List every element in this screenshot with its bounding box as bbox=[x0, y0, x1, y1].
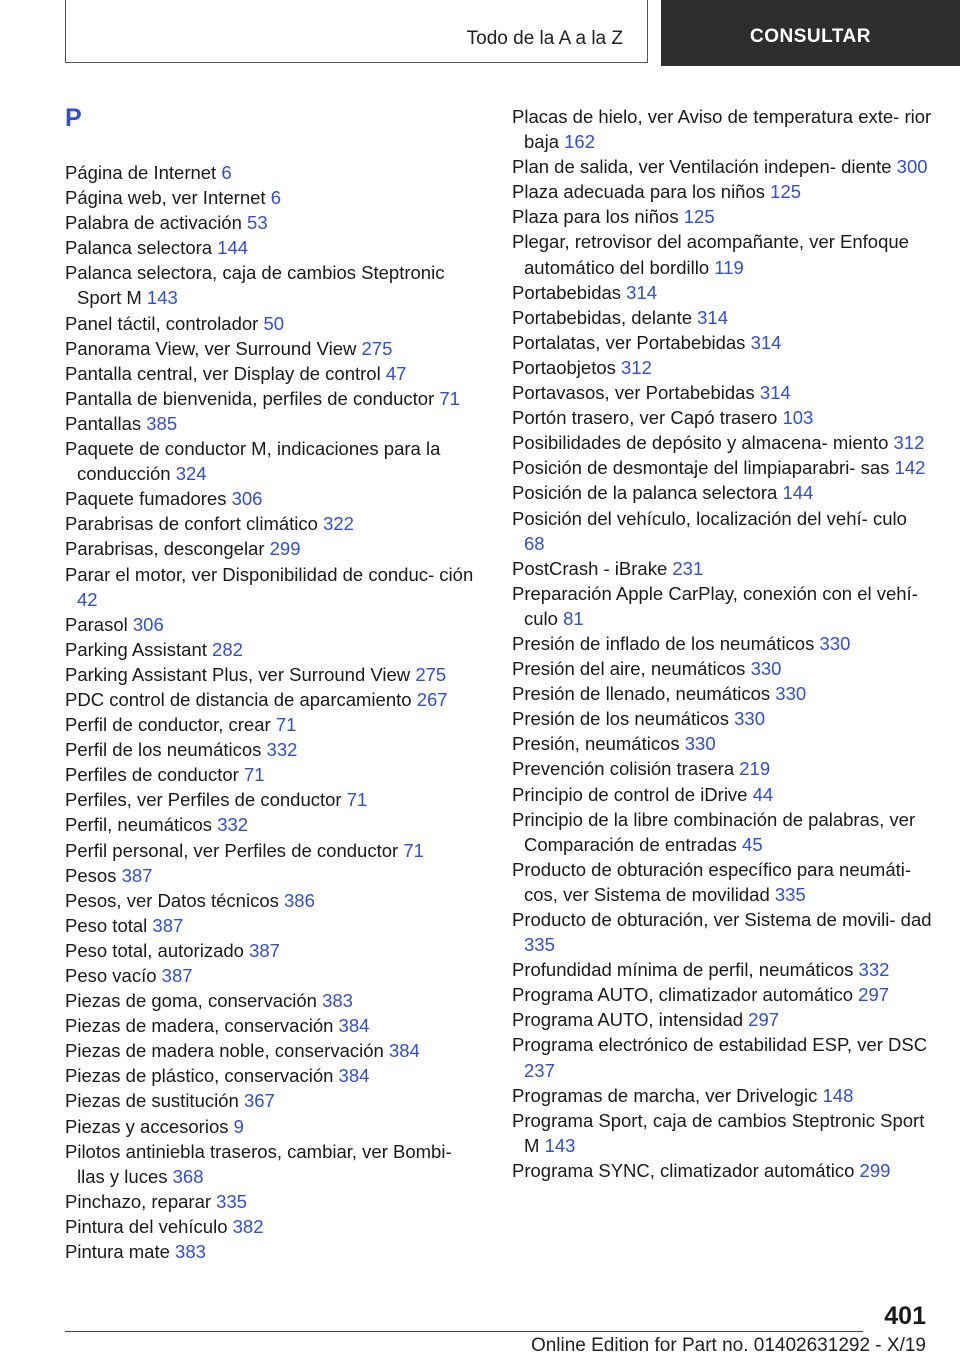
index-entry-text: PDC control de distancia de aparcamiento bbox=[65, 688, 412, 710]
index-entry bbox=[512, 631, 932, 656]
index-column-left bbox=[65, 160, 475, 1264]
index-entry-text: Placas de hielo, ver Aviso de temperatura exte‐ rior baja bbox=[512, 106, 932, 153]
index-entry-page-link[interactable]: 332 bbox=[217, 814, 249, 836]
index-entry bbox=[65, 386, 475, 411]
index-entry-page-link[interactable]: 219 bbox=[739, 758, 771, 780]
index-entry-page-link[interactable]: 282 bbox=[212, 638, 243, 660]
index-entry bbox=[65, 1063, 475, 1088]
index-entry-page-link[interactable]: 335 bbox=[774, 883, 806, 905]
index-entry-text: Presión del aire, neumáticos bbox=[512, 658, 746, 680]
index-entry bbox=[65, 361, 475, 386]
index-entry-text: Piezas y accesorios bbox=[65, 1115, 229, 1137]
index-entry-page-link[interactable]: 387 bbox=[152, 914, 184, 936]
index-entry-text: Programa AUTO, climatizador automático bbox=[512, 984, 854, 1006]
index-entry-page-link[interactable]: 144 bbox=[217, 237, 249, 259]
index-entry-text: Programas de marcha, ver Drivelogic bbox=[512, 1084, 818, 1106]
index-entry-page-link[interactable]: 314 bbox=[759, 382, 791, 404]
index-entry-text: Piezas de madera, conservación bbox=[65, 1015, 334, 1037]
index-entry-text: Plaza adecuada para los niños bbox=[512, 181, 766, 203]
index-entry-page-link[interactable]: 148 bbox=[822, 1084, 854, 1106]
index-entry-page-link[interactable]: 71 bbox=[346, 789, 368, 811]
index-entry bbox=[65, 812, 475, 837]
index-entry-text: Pinchazo, reparar bbox=[65, 1190, 212, 1212]
index-entry bbox=[512, 1108, 932, 1158]
footer-divider bbox=[65, 1331, 863, 1332]
index-entry-page-link[interactable]: 299 bbox=[859, 1159, 891, 1181]
index-entry-text: Plan de salida, ver Ventilación indepen‐ diente bbox=[512, 156, 892, 178]
index-entry bbox=[512, 656, 932, 681]
index-entry bbox=[512, 1032, 932, 1082]
index-entry-text: Palanca selectora bbox=[65, 237, 213, 259]
index-entry-text: Panel táctil, controlador bbox=[65, 312, 259, 334]
index-entry bbox=[65, 436, 475, 486]
index-entry bbox=[512, 154, 932, 179]
index-entry bbox=[512, 756, 932, 781]
index-entry-page-link[interactable]: 306 bbox=[132, 613, 164, 635]
header-tab-consultar[interactable]: CONSULTAR bbox=[661, 0, 960, 66]
index-entry-page-link[interactable]: 384 bbox=[338, 1065, 370, 1087]
index-entry-page-link[interactable]: 387 bbox=[249, 939, 280, 961]
index-entry bbox=[512, 857, 932, 907]
index-entry-text: Portavasos, ver Portabebidas bbox=[512, 382, 755, 404]
index-entry bbox=[65, 712, 475, 737]
index-entry-page-link[interactable]: 6 bbox=[221, 162, 232, 183]
index-entry-text: Pantallas bbox=[65, 412, 142, 434]
index-entry-page-link[interactable]: 103 bbox=[782, 407, 814, 429]
index-entry-text: Presión de inflado de los neumáticos bbox=[512, 632, 815, 654]
index-entry bbox=[65, 160, 475, 185]
index-entry bbox=[65, 1114, 475, 1139]
index-entry-page-link[interactable]: 367 bbox=[243, 1090, 275, 1112]
index-letter-heading: P bbox=[65, 104, 82, 132]
index-entry bbox=[512, 430, 932, 455]
index-entry-text: Profundidad mínima de perfil, neumáticos bbox=[512, 959, 854, 981]
page-number: 401 bbox=[884, 1302, 926, 1330]
index-entry-text: Pantalla central, ver Display de control bbox=[65, 362, 381, 384]
index-entry-text: Piezas de plástico, conservación bbox=[65, 1065, 334, 1087]
index-entry-page-link[interactable]: 44 bbox=[752, 783, 774, 805]
index-entry-text: Presión de los neumáticos bbox=[512, 708, 729, 730]
index-entry-page-link[interactable]: 306 bbox=[231, 488, 263, 510]
index-entry bbox=[65, 210, 475, 235]
index-column-right bbox=[512, 104, 932, 1183]
index-entry-page-link[interactable]: 330 bbox=[819, 632, 851, 654]
index-entry-text: PostCrash - iBrake bbox=[512, 557, 668, 579]
index-entry bbox=[512, 355, 932, 380]
index-entry-page-link[interactable]: 71 bbox=[275, 714, 297, 736]
index-entry-page-link[interactable]: 384 bbox=[388, 1040, 420, 1062]
index-entry bbox=[65, 737, 475, 762]
index-entry bbox=[512, 807, 932, 857]
index-entry-text: Parking Assistant Plus, ver Surround View bbox=[65, 663, 411, 685]
index-entry-text: Presión de llenado, neumáticos bbox=[512, 683, 771, 705]
index-entry bbox=[512, 1158, 932, 1183]
index-entry-text: Pantalla de bienvenida, perfiles de conductor bbox=[65, 387, 435, 409]
index-entry bbox=[65, 863, 475, 888]
index-entry-text: Palanca selectora, caja de cambios Steptronic Sport M bbox=[65, 262, 445, 309]
index-entry-page-link[interactable]: 119 bbox=[714, 256, 744, 278]
index-entry-page-link[interactable]: 142 bbox=[894, 457, 926, 479]
index-entry-page-link[interactable]: 71 bbox=[243, 764, 265, 786]
index-entry bbox=[65, 260, 475, 310]
index-entry-text: Prevención colisión trasera bbox=[512, 758, 735, 780]
index-entry-text: Panorama View, ver Surround View bbox=[65, 337, 357, 359]
index-entry-page-link[interactable]: 312 bbox=[893, 432, 925, 454]
index-entry bbox=[512, 506, 932, 556]
index-entry-text: Portalatas, ver Portabebidas bbox=[512, 331, 746, 353]
index-entry bbox=[512, 706, 932, 731]
index-entry bbox=[65, 762, 475, 787]
index-entry bbox=[65, 888, 475, 913]
index-entry-text: Producto de obturación, ver Sistema de movili‐ dad bbox=[512, 909, 932, 930]
index-entry-page-link[interactable]: 144 bbox=[782, 482, 814, 504]
index-entry-page-link[interactable]: 387 bbox=[161, 965, 193, 986]
index-entry bbox=[512, 104, 932, 154]
index-entry bbox=[512, 782, 932, 807]
index-entry-text: Perfil de los neumáticos bbox=[65, 739, 262, 761]
index-entry-text: Peso total, autorizado bbox=[65, 939, 244, 961]
index-entry-page-link[interactable]: 71 bbox=[403, 839, 424, 861]
index-entry-page-link[interactable]: 47 bbox=[385, 362, 407, 384]
index-entry bbox=[512, 982, 932, 1007]
index-entry-text: Perfil de conductor, crear bbox=[65, 714, 271, 736]
index-entry bbox=[65, 988, 475, 1013]
index-entry-page-link[interactable]: 53 bbox=[247, 212, 268, 234]
index-entry-page-link[interactable]: 237 bbox=[524, 1059, 555, 1081]
index-entry bbox=[65, 511, 475, 536]
index-entry bbox=[65, 1139, 475, 1189]
index-entry bbox=[512, 280, 932, 305]
index-entry-text: Pilotos antiniebla traseros, cambiar, ver Bombi‐ llas y luces bbox=[65, 1140, 452, 1187]
footer-edition-text: Online Edition for Part no. 01402631292 - X/19 bbox=[530, 1335, 926, 1356]
index-entry-page-link[interactable]: 314 bbox=[750, 331, 782, 353]
index-entry-text: Piezas de goma, conservación bbox=[65, 990, 317, 1012]
index-entry-text: Portabebidas, delante bbox=[512, 306, 692, 328]
index-entry-text: Parar el motor, ver Disponibilidad de conduc‐ ción bbox=[65, 563, 474, 585]
index-entry-text: Portabebidas bbox=[512, 281, 622, 303]
index-entry bbox=[65, 938, 475, 963]
index-entry-page-link[interactable]: 275 bbox=[361, 337, 393, 359]
index-entry-page-link[interactable]: 332 bbox=[266, 739, 298, 761]
index-entry-page-link[interactable]: 314 bbox=[697, 306, 729, 328]
index-entry-page-link[interactable]: 81 bbox=[563, 607, 584, 629]
index-entry bbox=[65, 1013, 475, 1038]
index-entry bbox=[65, 662, 475, 687]
index-entry-page-link[interactable]: 297 bbox=[858, 984, 890, 1006]
index-entry bbox=[65, 562, 475, 612]
index-entry-text: Perfil, neumáticos bbox=[65, 814, 213, 836]
index-entry-page-link[interactable]: 387 bbox=[121, 864, 153, 886]
index-entry bbox=[65, 536, 475, 561]
index-entry bbox=[512, 581, 932, 631]
index-entry-text: Perfiles de conductor bbox=[65, 764, 239, 786]
index-entry-text: Pintura del vehículo bbox=[65, 1215, 228, 1237]
index-entry-page-link[interactable]: 68 bbox=[524, 532, 545, 554]
index-entry-page-link[interactable]: 50 bbox=[263, 312, 285, 334]
index-entry bbox=[512, 556, 932, 581]
index-entry bbox=[65, 486, 475, 511]
index-entry-text: Pintura mate bbox=[65, 1241, 170, 1263]
index-entry bbox=[512, 330, 932, 355]
index-entry bbox=[65, 612, 475, 637]
index-entry bbox=[512, 380, 932, 405]
index-entry bbox=[512, 731, 932, 756]
index-entry-page-link[interactable]: 297 bbox=[748, 1009, 780, 1031]
index-entry bbox=[65, 336, 475, 361]
index-entry-text: Programa SYNC, climatizador automático bbox=[512, 1159, 855, 1181]
index-entry-text: Principio de control de iDrive bbox=[512, 783, 748, 805]
index-entry-page-link[interactable]: 42 bbox=[77, 588, 98, 610]
index-entry-page-link[interactable]: 383 bbox=[322, 990, 353, 1012]
index-entry-page-link[interactable]: 383 bbox=[175, 1241, 206, 1263]
index-entry-text: Pesos bbox=[65, 864, 117, 886]
index-entry-page-link[interactable]: 143 bbox=[544, 1134, 576, 1156]
index-entry-text: Piezas de madera noble, conservación bbox=[65, 1040, 384, 1062]
index-entry bbox=[65, 185, 475, 210]
index-entry bbox=[512, 405, 932, 430]
index-entry-text: Piezas de sustitución bbox=[65, 1090, 239, 1112]
index-entry-page-link[interactable]: 330 bbox=[684, 733, 716, 755]
index-entry-page-link[interactable]: 386 bbox=[284, 889, 315, 911]
index-entry-page-link[interactable]: 45 bbox=[742, 833, 763, 855]
index-entry-text: Parking Assistant bbox=[65, 638, 207, 660]
index-entry bbox=[65, 963, 475, 988]
index-entry-page-link[interactable]: 382 bbox=[232, 1215, 264, 1237]
index-entry-page-link[interactable]: 384 bbox=[338, 1015, 370, 1037]
index-entry-text: Paquete de conductor M, indicaciones para la conducción bbox=[65, 438, 441, 485]
index-entry-page-link[interactable]: 330 bbox=[750, 658, 782, 680]
index-entry bbox=[65, 411, 475, 436]
index-entry bbox=[65, 235, 475, 260]
index-entry-page-link[interactable]: 330 bbox=[734, 708, 765, 730]
index-entry bbox=[512, 1083, 932, 1108]
index-entry-text: Plegar, retrovisor del acompañante, ver Enfoque automático del bordillo bbox=[512, 231, 909, 278]
index-entry-text: Palabra de activación bbox=[65, 212, 242, 234]
index-entry-text: Parabrisas de confort climático bbox=[65, 513, 318, 535]
index-entry-text: Página de Internet bbox=[65, 162, 217, 183]
index-entry-text: Principio de la libre combinación de palabras, ver Comparación de entradas bbox=[512, 808, 916, 855]
index-entry-page-link[interactable]: 335 bbox=[216, 1190, 248, 1212]
index-entry-page-link[interactable]: 335 bbox=[524, 934, 555, 956]
header-section-title: Todo de la A a la Z bbox=[466, 28, 623, 49]
index-entry-text: Paquete fumadores bbox=[65, 488, 227, 510]
index-entry-page-link[interactable]: 267 bbox=[416, 688, 448, 710]
index-entry bbox=[65, 787, 475, 812]
index-entry bbox=[512, 305, 932, 330]
index-entry bbox=[65, 838, 475, 863]
index-entry-page-link[interactable]: 312 bbox=[621, 356, 652, 378]
index-entry bbox=[65, 913, 475, 938]
index-entry-page-link[interactable]: 71 bbox=[439, 387, 460, 409]
index-entry bbox=[512, 1007, 932, 1032]
index-entry bbox=[65, 1088, 475, 1113]
index-entry-page-link[interactable]: 9 bbox=[233, 1115, 244, 1137]
index-entry-page-link[interactable]: 299 bbox=[269, 538, 301, 560]
index-entry-text: Programa electrónico de estabilidad ESP, ver DSC bbox=[512, 1034, 928, 1056]
index-entry-page-link[interactable]: 125 bbox=[683, 206, 715, 228]
index-entry-text: Peso vacío bbox=[65, 965, 157, 986]
index-entry-text: Producto de obturación específico para neumáti‐ cos, ver Sistema de movilidad bbox=[512, 858, 912, 905]
index-entry-text: Perfiles, ver Perfiles de conductor bbox=[65, 789, 342, 811]
index-entry-page-link[interactable]: 314 bbox=[626, 281, 658, 303]
index-entry-text: Posibilidades de depósito y almacena‐ miento bbox=[512, 432, 889, 454]
index-entry-text: Posición de la palanca selectora bbox=[512, 482, 778, 504]
index-entry-text: Parasol bbox=[65, 613, 128, 635]
index-entry-page-link[interactable]: 275 bbox=[415, 663, 447, 685]
index-entry-page-link[interactable]: 368 bbox=[172, 1165, 204, 1187]
index-entry bbox=[512, 204, 932, 229]
index-entry bbox=[512, 957, 932, 982]
index-entry bbox=[65, 1239, 475, 1264]
index-entry-page-link[interactable]: 162 bbox=[564, 131, 595, 153]
index-entry-text: Preparación Apple CarPlay, conexión con el vehí‐ culo bbox=[512, 582, 918, 629]
index-entry-page-link[interactable]: 330 bbox=[775, 683, 807, 705]
index-entry-text: Parabrisas, descongelar bbox=[65, 538, 265, 560]
index-entry-text: Perfil personal, ver Perfiles de conductor bbox=[65, 839, 399, 861]
index-entry bbox=[512, 907, 932, 957]
index-entry-text: Plaza para los niños bbox=[512, 206, 679, 228]
index-entry-text: Portón trasero, ver Capó trasero bbox=[512, 407, 778, 429]
index-entry bbox=[65, 1038, 475, 1063]
index-entry bbox=[512, 480, 932, 505]
page-header bbox=[0, 0, 960, 66]
index-entry-page-link[interactable]: 332 bbox=[858, 959, 890, 981]
index-entry-text: Página web, ver Internet bbox=[65, 187, 266, 209]
index-entry-page-link[interactable]: 231 bbox=[672, 557, 704, 579]
index-entry-text: Posición del vehículo, localización del vehí‐ culo bbox=[512, 507, 907, 529]
index-entry-page-link[interactable]: 125 bbox=[770, 181, 802, 203]
index-entry-text: Posición de desmontaje del limpiaparabri‐ sas bbox=[512, 457, 890, 479]
index-entry-text: Pesos, ver Datos técnicos bbox=[65, 889, 279, 911]
index-entry-text: Peso total bbox=[65, 914, 148, 936]
index-entry-page-link[interactable]: 143 bbox=[146, 287, 178, 309]
index-entry bbox=[65, 1189, 475, 1214]
index-entry bbox=[65, 687, 475, 712]
index-entry-page-link[interactable]: 322 bbox=[323, 513, 354, 535]
index-entry bbox=[512, 681, 932, 706]
index-entry bbox=[512, 229, 932, 279]
index-entry bbox=[65, 1214, 475, 1239]
index-entry bbox=[512, 455, 932, 480]
index-entry-text: Portaobjetos bbox=[512, 356, 616, 378]
index-entry bbox=[65, 637, 475, 662]
index-entry-page-link[interactable]: 385 bbox=[146, 412, 178, 434]
index-entry-page-link[interactable]: 6 bbox=[270, 187, 281, 209]
header-section-box bbox=[65, 0, 648, 63]
index-entry-text: Presión, neumáticos bbox=[512, 733, 680, 755]
index-entry-text: Programa Sport, caja de cambios Steptronic Sport M bbox=[512, 1109, 925, 1156]
index-entry-page-link[interactable]: 324 bbox=[175, 463, 207, 485]
index-entry-page-link[interactable]: 300 bbox=[896, 156, 928, 178]
index-entry bbox=[65, 311, 475, 336]
index-entry-text: Programa AUTO, intensidad bbox=[512, 1009, 744, 1031]
index-entry bbox=[512, 179, 932, 204]
